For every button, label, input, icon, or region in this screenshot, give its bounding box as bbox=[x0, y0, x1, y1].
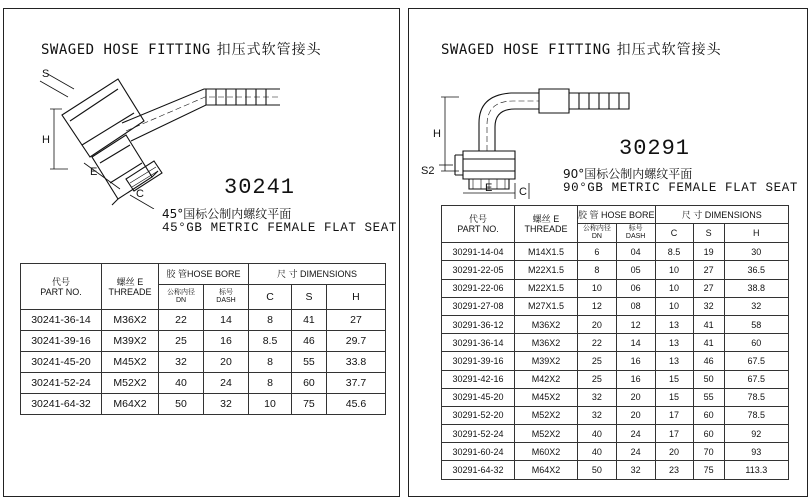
cell-dim-s: 41 bbox=[693, 315, 724, 333]
header-dash-zh: 标号 bbox=[628, 225, 643, 233]
cell-dn: 10 bbox=[578, 279, 617, 297]
cell-dim-s: 41 bbox=[693, 334, 724, 352]
table-row bbox=[442, 388, 789, 406]
header-hose-bore: 胶 管 HOSE BORE bbox=[578, 206, 656, 224]
cell-dim-c: 23 bbox=[655, 461, 693, 479]
cell-thread: M39X2 bbox=[515, 352, 578, 370]
left-title-zh: 扣压式软管接头 bbox=[216, 42, 322, 58]
header-s: S bbox=[693, 224, 724, 243]
cell-dim-s: 75 bbox=[291, 394, 326, 415]
header-dn bbox=[578, 224, 617, 243]
cell-dim-h: 36.5 bbox=[724, 261, 788, 279]
right-dim-s2-label: S2 bbox=[421, 165, 435, 177]
cell-dim-h: 78.5 bbox=[724, 388, 788, 406]
cell-dn: 50 bbox=[159, 394, 204, 415]
cell-dim-h: 78.5 bbox=[724, 406, 788, 424]
cell-thread: M52X2 bbox=[102, 373, 159, 394]
cell-thread: M39X2 bbox=[102, 331, 159, 352]
cell-dn: 6 bbox=[578, 243, 617, 261]
cell-dash: 06 bbox=[616, 279, 655, 297]
cell-thread: M22X1.5 bbox=[515, 261, 578, 279]
right-part-code: 30291 bbox=[619, 136, 691, 161]
cell-dn: 50 bbox=[578, 461, 617, 479]
right-dim-h-label: H bbox=[433, 128, 441, 140]
cell-dim-c: 17 bbox=[655, 406, 693, 424]
cell-dim-h: 67.5 bbox=[724, 352, 788, 370]
header-part-no-en: PART NO. bbox=[457, 224, 499, 235]
cell-dn: 40 bbox=[159, 373, 204, 394]
table-row bbox=[21, 394, 386, 415]
left-dim-s-label: S bbox=[42, 68, 50, 80]
right-spec-table bbox=[441, 205, 789, 480]
left-dim-c-label: C bbox=[136, 188, 144, 200]
cell-dash: 24 bbox=[616, 425, 655, 443]
left-desc-en: 45°GB METRIC FEMALE FLAT SEAT bbox=[162, 221, 397, 235]
header-h: H bbox=[326, 285, 385, 310]
header-dn-zh: 公称内径 bbox=[167, 289, 195, 296]
left-catalog-panel bbox=[3, 8, 400, 497]
cell-dash: 16 bbox=[204, 331, 249, 352]
cell-dn: 25 bbox=[578, 370, 617, 388]
cell-dn: 20 bbox=[578, 315, 617, 333]
header-dn-en: DN bbox=[591, 233, 602, 241]
cell-part-no: 30291-39-16 bbox=[442, 352, 515, 370]
cell-dim-c: 20 bbox=[655, 443, 693, 461]
cell-dash: 24 bbox=[616, 443, 655, 461]
cell-dash: 20 bbox=[616, 388, 655, 406]
cell-dim-h: 38.8 bbox=[724, 279, 788, 297]
header-h: H bbox=[724, 224, 788, 243]
left-spec-table bbox=[20, 263, 386, 415]
header-part-no bbox=[442, 206, 515, 243]
cell-dim-c: 8.5 bbox=[249, 331, 292, 352]
cell-dn: 22 bbox=[159, 310, 204, 331]
header-dash-en: DASH bbox=[216, 297, 236, 304]
right-title-en: SWAGED HOSE FITTING bbox=[441, 42, 611, 58]
cell-dim-s: 46 bbox=[291, 331, 326, 352]
cell-thread: M36X2 bbox=[102, 310, 159, 331]
cell-thread: M52X2 bbox=[515, 425, 578, 443]
table-row bbox=[21, 310, 386, 331]
cell-part-no: 30241-36-14 bbox=[21, 310, 102, 331]
left-dim-e-label: E bbox=[90, 166, 98, 178]
left-title bbox=[41, 39, 322, 59]
cell-dash: 04 bbox=[616, 243, 655, 261]
cell-part-no: 30241-39-16 bbox=[21, 331, 102, 352]
left-dim-h-label: H bbox=[42, 134, 50, 146]
cell-dim-h: 33.8 bbox=[326, 352, 385, 373]
header-thread-zh: 螺丝 E bbox=[532, 214, 560, 225]
cell-thread: M45X2 bbox=[102, 352, 159, 373]
left-part-code: 30241 bbox=[224, 175, 296, 200]
cell-thread: M60X2 bbox=[515, 443, 578, 461]
table-row bbox=[442, 443, 789, 461]
cell-dn: 25 bbox=[578, 352, 617, 370]
cell-part-no: 30291-36-14 bbox=[442, 334, 515, 352]
cell-dash: 08 bbox=[616, 297, 655, 315]
cell-part-no: 30291-27-08 bbox=[442, 297, 515, 315]
cell-dim-s: 27 bbox=[693, 279, 724, 297]
header-dimensions: 尺 寸 DIMENSIONS bbox=[655, 206, 788, 224]
header-dash bbox=[204, 285, 249, 310]
cell-dim-s: 41 bbox=[291, 310, 326, 331]
cell-dim-c: 15 bbox=[655, 370, 693, 388]
header-hose-bore: 胶 管HOSE BORE bbox=[159, 264, 249, 285]
right-table-body bbox=[442, 243, 789, 479]
cell-thread: M64X2 bbox=[515, 461, 578, 479]
cell-dash: 32 bbox=[616, 461, 655, 479]
table-row bbox=[442, 370, 789, 388]
cell-dim-h: 27 bbox=[326, 310, 385, 331]
cell-thread: M22X1.5 bbox=[515, 279, 578, 297]
right-desc-en: 90°GB METRIC FEMALE FLAT SEAT bbox=[563, 181, 798, 195]
cell-dim-c: 13 bbox=[655, 315, 693, 333]
table-row bbox=[21, 373, 386, 394]
cell-dim-h: 37.7 bbox=[326, 373, 385, 394]
header-dash-zh: 标号 bbox=[219, 289, 233, 296]
table-row bbox=[442, 334, 789, 352]
header-dash bbox=[616, 224, 655, 243]
cell-dn: 22 bbox=[578, 334, 617, 352]
cell-dn: 25 bbox=[159, 331, 204, 352]
cell-dn: 12 bbox=[578, 297, 617, 315]
cell-dim-s: 32 bbox=[693, 297, 724, 315]
header-part-no-zh: 代号 bbox=[51, 276, 70, 287]
cell-dim-h: 30 bbox=[724, 243, 788, 261]
table-header-row bbox=[442, 206, 789, 224]
cell-dim-h: 58 bbox=[724, 315, 788, 333]
cell-dn: 8 bbox=[578, 261, 617, 279]
cell-part-no: 30291-45-20 bbox=[442, 388, 515, 406]
cell-dim-c: 15 bbox=[655, 388, 693, 406]
cell-dash: 20 bbox=[616, 406, 655, 424]
cell-dim-c: 8 bbox=[249, 352, 292, 373]
cell-dash: 05 bbox=[616, 261, 655, 279]
cell-dn: 32 bbox=[578, 406, 617, 424]
header-s: S bbox=[291, 285, 326, 310]
table-row bbox=[442, 406, 789, 424]
cell-dn: 32 bbox=[578, 388, 617, 406]
header-dash-en: DASH bbox=[625, 233, 646, 241]
cell-dim-h: 67.5 bbox=[724, 370, 788, 388]
table-row bbox=[21, 331, 386, 352]
cell-dash: 14 bbox=[616, 334, 655, 352]
cell-thread: M36X2 bbox=[515, 315, 578, 333]
table-row bbox=[442, 315, 789, 333]
cell-part-no: 30291-60-24 bbox=[442, 443, 515, 461]
header-dn bbox=[159, 285, 204, 310]
header-thread bbox=[515, 206, 578, 243]
cell-dim-c: 8 bbox=[249, 373, 292, 394]
cell-thread: M52X2 bbox=[515, 406, 578, 424]
header-dn-en: DN bbox=[175, 297, 187, 304]
left-title-en: SWAGED HOSE FITTING bbox=[41, 42, 211, 58]
right-dim-e-label: E bbox=[485, 182, 493, 194]
table-row bbox=[442, 425, 789, 443]
cell-dim-s: 60 bbox=[693, 425, 724, 443]
cell-dash: 24 bbox=[204, 373, 249, 394]
cell-dim-s: 60 bbox=[693, 406, 724, 424]
cell-part-no: 30291-42-16 bbox=[442, 370, 515, 388]
cell-dim-s: 75 bbox=[693, 461, 724, 479]
table-row bbox=[442, 461, 789, 479]
cell-dim-s: 50 bbox=[693, 370, 724, 388]
cell-part-no: 30241-45-20 bbox=[21, 352, 102, 373]
header-part-no bbox=[21, 264, 102, 310]
cell-thread: M42X2 bbox=[515, 370, 578, 388]
right-dim-c-label: C bbox=[519, 186, 527, 198]
cell-dim-s: 55 bbox=[693, 388, 724, 406]
cell-part-no: 30291-22-05 bbox=[442, 261, 515, 279]
table-row bbox=[442, 279, 789, 297]
header-part-no-zh: 代号 bbox=[468, 214, 487, 225]
cell-dash: 32 bbox=[204, 394, 249, 415]
cell-dim-h: 113.3 bbox=[724, 461, 788, 479]
cell-dim-c: 17 bbox=[655, 425, 693, 443]
table-row bbox=[442, 297, 789, 315]
cell-part-no: 30291-52-24 bbox=[442, 425, 515, 443]
right-title-zh: 扣压式软管接头 bbox=[616, 42, 722, 58]
header-c: C bbox=[655, 224, 693, 243]
cell-part-no: 30291-36-12 bbox=[442, 315, 515, 333]
cell-dim-c: 13 bbox=[655, 334, 693, 352]
cell-thread: M14X1.5 bbox=[515, 243, 578, 261]
left-table-body bbox=[21, 310, 386, 415]
right-description bbox=[563, 167, 798, 195]
cell-dim-c: 10 bbox=[655, 279, 693, 297]
cell-thread: M45X2 bbox=[515, 388, 578, 406]
header-part-no-en: PART NO. bbox=[40, 286, 82, 297]
cell-dash: 16 bbox=[616, 370, 655, 388]
cell-dash: 20 bbox=[204, 352, 249, 373]
table-row bbox=[442, 352, 789, 370]
cell-dn: 40 bbox=[578, 425, 617, 443]
cell-dim-s: 60 bbox=[291, 373, 326, 394]
right-catalog-panel bbox=[408, 8, 808, 497]
cell-part-no: 30241-64-32 bbox=[21, 394, 102, 415]
right-desc-zh: 90°国标公制内螺纹平面 bbox=[563, 167, 693, 181]
cell-thread: M36X2 bbox=[515, 334, 578, 352]
cell-dn: 40 bbox=[578, 443, 617, 461]
table-row bbox=[442, 261, 789, 279]
header-thread-en: THREADE bbox=[524, 224, 568, 235]
cell-dim-s: 19 bbox=[693, 243, 724, 261]
cell-dim-c: 13 bbox=[655, 352, 693, 370]
header-thread-zh: 螺丝 E bbox=[116, 276, 144, 287]
cell-dim-h: 60 bbox=[724, 334, 788, 352]
cell-dim-c: 10 bbox=[655, 261, 693, 279]
cell-dim-h: 45.6 bbox=[326, 394, 385, 415]
cell-dash: 16 bbox=[616, 352, 655, 370]
cell-dim-s: 55 bbox=[291, 352, 326, 373]
header-thread bbox=[102, 264, 159, 310]
left-desc-zh: 45°国标公制内螺纹平面 bbox=[162, 207, 292, 221]
cell-dim-c: 8 bbox=[249, 310, 292, 331]
table-row bbox=[442, 243, 789, 261]
table-row bbox=[21, 352, 386, 373]
header-thread-en: THREADE bbox=[108, 286, 152, 297]
cell-dim-h: 29.7 bbox=[326, 331, 385, 352]
cell-dim-s: 70 bbox=[693, 443, 724, 461]
cell-part-no: 30291-64-32 bbox=[442, 461, 515, 479]
cell-part-no: 30291-22-06 bbox=[442, 279, 515, 297]
cell-dim-h: 93 bbox=[724, 443, 788, 461]
cell-dash: 12 bbox=[616, 315, 655, 333]
left-description bbox=[162, 207, 397, 235]
cell-dim-c: 10 bbox=[249, 394, 292, 415]
cell-part-no: 30291-14-04 bbox=[442, 243, 515, 261]
cell-thread: M27X1.5 bbox=[515, 297, 578, 315]
cell-dim-c: 8.5 bbox=[655, 243, 693, 261]
cell-dim-s: 27 bbox=[693, 261, 724, 279]
cell-part-no: 30241-52-24 bbox=[21, 373, 102, 394]
cell-dim-h: 92 bbox=[724, 425, 788, 443]
cell-part-no: 30291-52-20 bbox=[442, 406, 515, 424]
right-title bbox=[441, 39, 722, 59]
cell-thread: M64X2 bbox=[102, 394, 159, 415]
cell-dim-c: 10 bbox=[655, 297, 693, 315]
cell-dn: 32 bbox=[159, 352, 204, 373]
table-header-row bbox=[21, 264, 386, 285]
header-dimensions: 尺 寸 DIMENSIONS bbox=[249, 264, 386, 285]
cell-dim-h: 32 bbox=[724, 297, 788, 315]
cell-dash: 14 bbox=[204, 310, 249, 331]
header-c: C bbox=[249, 285, 292, 310]
cell-dim-s: 46 bbox=[693, 352, 724, 370]
header-dn-zh: 公称内径 bbox=[582, 225, 611, 233]
